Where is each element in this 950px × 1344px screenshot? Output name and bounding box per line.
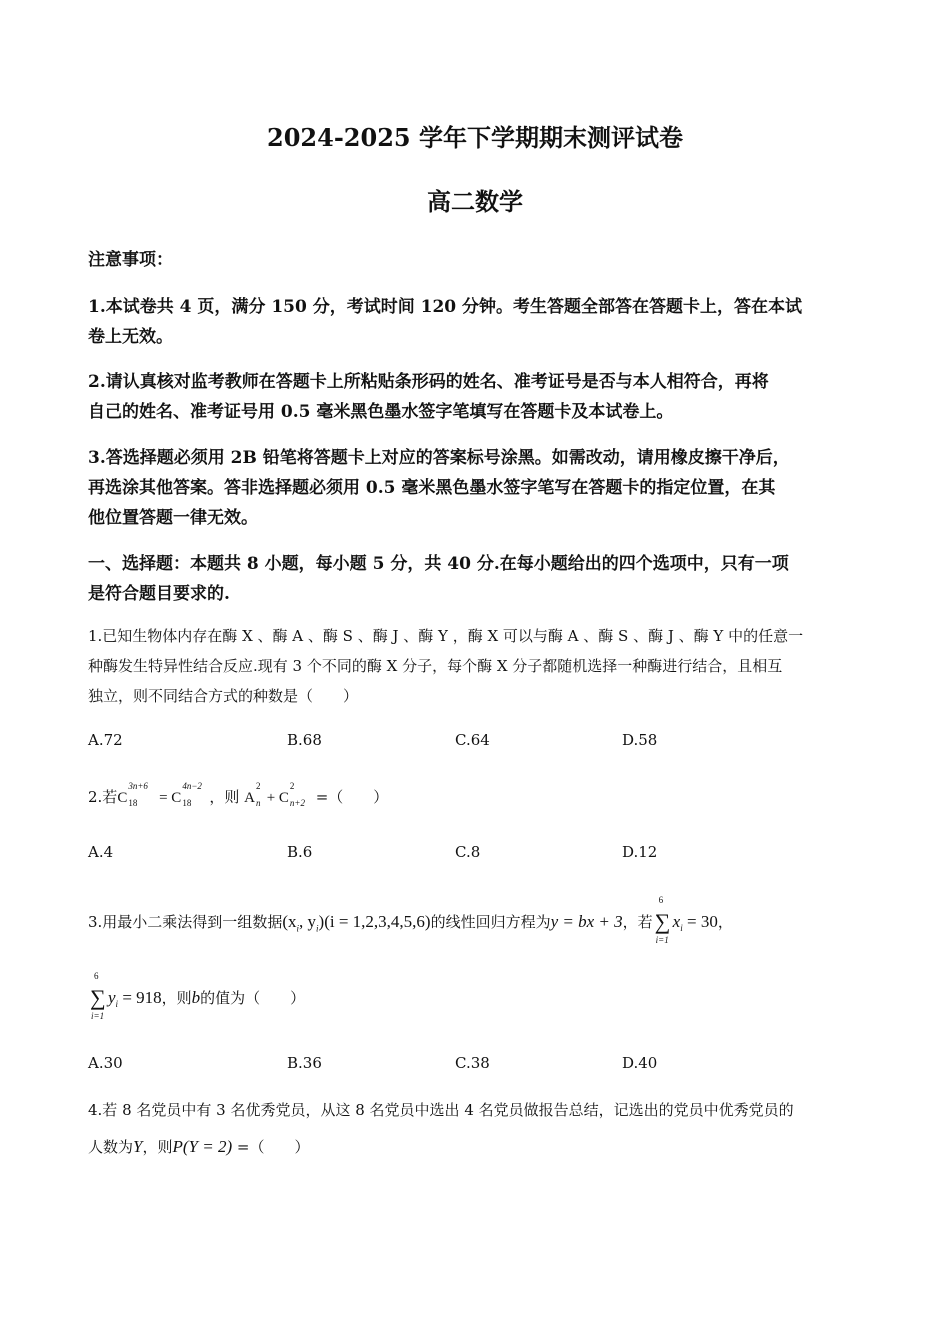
- q3-text-4: ，则: [161, 989, 192, 1007]
- q1-line-3: 独立，则不同结合方式的种数是（ ）: [88, 687, 359, 705]
- q2-c2-sup: 4n−2: [182, 781, 202, 791]
- q2-a-sub: n: [255, 798, 261, 808]
- section-1-line-2: 是符合题目要求的.: [88, 584, 230, 604]
- q3-b-var: b: [191, 988, 201, 1007]
- section-1-line-1: 一、选择题：本题共 8 小题，每小题 5 分，共 40 分.在每小题给出的四个选项中，只有一项: [88, 554, 789, 574]
- q3-data-close: ): [318, 912, 325, 931]
- q2-option-a: A.4: [88, 843, 114, 861]
- q3-sum-x: [653, 895, 673, 945]
- note-2-line-1: 2.请认真核对监考教师在答题卡上所粘贴条形码的姓名、准考证号是否与本人相符合，再将: [88, 372, 769, 392]
- q2-option-d: D.12: [622, 843, 658, 861]
- q3-sum-x-value: = 30: [682, 912, 718, 931]
- q2-stem: [88, 781, 868, 808]
- note-1-line-1: 1.本试卷共 4 页，满分 150 分，考试时间 120 分钟。考生答题全部答在答题卡上，答在本试: [88, 297, 803, 317]
- q3-stem-line-1: [88, 895, 868, 945]
- q4-text-3: =（ ）: [232, 1138, 310, 1156]
- q3-text-2: 的线性回归方程为: [430, 913, 551, 931]
- q1-option-b: B.68: [287, 731, 322, 749]
- q2-combination-1: [117, 781, 148, 808]
- q3-comma: ，: [717, 913, 733, 931]
- q2-a-sup: 2: [255, 781, 261, 791]
- q4-text-1: 人数为: [88, 1138, 134, 1156]
- q2-prefix: 2.若: [88, 788, 118, 806]
- q4-probability: P(Y = 2): [172, 1137, 233, 1156]
- note-3-line-1: 3.答选择题必须用 2B 铅笔将答题卡上对应的答案标号涂黑。如需改动，请用橡皮擦干净后，: [88, 448, 790, 468]
- q3-sum-x-i: i: [680, 923, 683, 933]
- q2-equals: =: [155, 790, 172, 806]
- sigma-icon: ∑: [654, 909, 671, 934]
- q2-plus: +: [262, 790, 279, 806]
- q3-sum-y: [88, 971, 108, 1021]
- exam-subject: 高二数学: [427, 187, 523, 216]
- q2-mid-text: ，则: [209, 788, 245, 806]
- q2-c3-sup: 2: [289, 781, 295, 791]
- q3-sum-y-upper: 6: [94, 971, 99, 981]
- q3-text-1: 3.用最小二乘法得到一组数据: [88, 913, 283, 931]
- q2-tail: =（ ）: [310, 788, 389, 806]
- q3-data-open: (x: [282, 912, 297, 931]
- q1-option-d: D.58: [622, 731, 658, 749]
- q3-text-3: ，若: [622, 913, 653, 931]
- note-2-line-2: 自己的姓名、准考证号用 0.5 毫米黑色墨水签字笔填写在答题卡及本试卷上。: [88, 402, 674, 422]
- note-3-line-2: 再选涂其他答案。答非选择题必须用 0.5 毫米黑色墨水签字笔写在答题卡的指定位置，在其: [88, 478, 776, 498]
- q1-option-a: A.72: [88, 731, 123, 749]
- note-1-line-2: 卷上无效。: [88, 327, 173, 347]
- q2-c3-sub: n+2: [289, 798, 305, 808]
- q3-option-d: D.40: [622, 1054, 658, 1072]
- q3-sum-y-value: = 918: [118, 988, 162, 1007]
- q2-option-b: B.6: [287, 843, 313, 861]
- q4-text-2: ，则: [142, 1138, 173, 1156]
- q2-c3-symbol: C: [278, 790, 289, 806]
- q3-sum-x-upper: 6: [658, 895, 664, 905]
- q2-arrangement: [244, 781, 261, 808]
- q2-a-symbol: A: [244, 790, 255, 806]
- q3-data-pair: [282, 912, 325, 934]
- q3-option-c: C.38: [455, 1054, 490, 1072]
- notes-heading: 注意事项：: [88, 250, 173, 270]
- q2-c1-symbol: C: [117, 790, 128, 806]
- q3-sum-y-lower: i=1: [91, 1011, 105, 1021]
- q3-data-i-2: i: [316, 923, 319, 934]
- q3-stem-line-2: [88, 971, 868, 1021]
- q3-data-y: , y: [299, 912, 317, 931]
- q2-c1-sub: 18: [128, 798, 138, 808]
- q2-option-c: C.8: [455, 843, 481, 861]
- q3-option-a: A.30: [88, 1054, 123, 1072]
- q3-sum-x-var: x: [672, 912, 681, 931]
- q2-combination-2: [171, 781, 202, 808]
- q3-sum-x-lower: i=1: [655, 935, 669, 945]
- q4-y-var: Y: [133, 1137, 143, 1156]
- q2-combination-3: [278, 781, 305, 808]
- q3-index-range: (i = 1,2,3,4,5,6): [324, 912, 431, 931]
- sigma-icon: ∑: [90, 985, 106, 1010]
- q3-data-i-1: i: [296, 923, 300, 934]
- q3-text-5: 的值为（ ）: [200, 989, 306, 1007]
- q1-line-2: 种酶发生特异性结合反应.现有 3 个不同的酶 X 分子，每个酶 X 分子都随机选择一种酶进行结合，且相互: [88, 657, 783, 675]
- q3-regression-equation: y = bx + 3: [550, 912, 623, 931]
- q4-line-2: [88, 1136, 868, 1157]
- q3-sum-y-i: i: [115, 999, 119, 1009]
- q4-line-1: 4.若 8 名党员中有 3 名优秀党员，从这 8 名党员中选出 4 名党员做报告总结，记选出的党员中优秀党员的: [88, 1101, 794, 1119]
- q1-option-c: C.64: [455, 731, 490, 749]
- q2-c1-sup: 3n+6: [128, 781, 148, 791]
- q3-sum-y-var: y: [108, 988, 116, 1007]
- q1-line-1: 1.已知生物体内存在酶 X 、酶 A 、酶 S 、酶 J 、酶 Y ，酶 X 可以与酶 A 、酶 S 、酶 J 、酶 Y 中的任意一: [88, 627, 804, 645]
- q2-c2-sub: 18: [182, 798, 192, 808]
- q2-c2-symbol: C: [171, 790, 182, 806]
- exam-title: 2024-2025 学年下学期期末测评试卷: [267, 123, 683, 152]
- note-3-line-3: 他位置答题一律无效。: [88, 508, 258, 528]
- q3-option-b: B.36: [287, 1054, 322, 1072]
